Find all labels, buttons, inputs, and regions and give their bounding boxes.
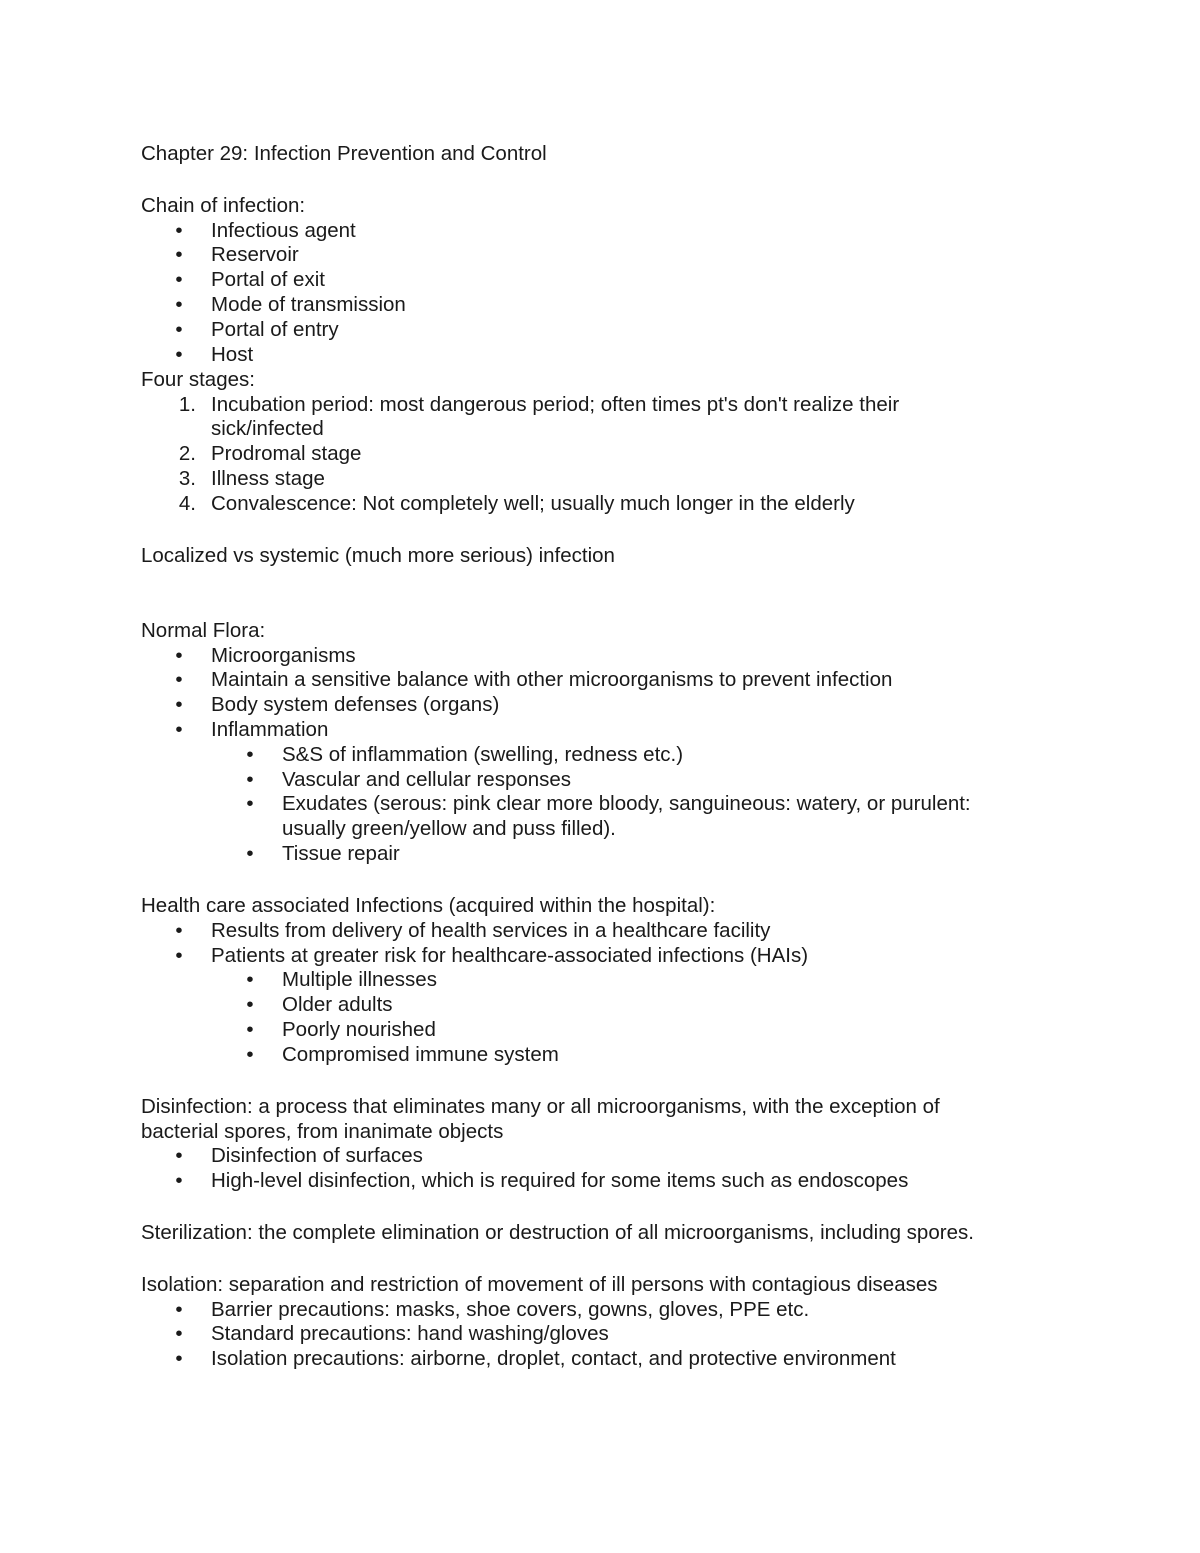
sub-list-item: Older adults [282, 993, 393, 1016]
list-item: Body system defenses (organs) [211, 693, 500, 716]
list-item: Barrier precautions: masks, shoe covers, gowns, gloves, PPE etc. [211, 1298, 810, 1321]
bullet: • [246, 768, 254, 791]
sub-list-item-continuation: usually green/yellow and puss filled). [282, 817, 616, 840]
bullet: • [175, 268, 183, 291]
list-item: Convalescence: Not completely well; usually much longer in the elderly [211, 492, 855, 515]
bullet: • [175, 718, 183, 741]
bullet: • [246, 993, 254, 1016]
list-number: 3. [178, 467, 196, 490]
disinfection-definition-continuation: bacterial spores, from inanimate objects [141, 1120, 504, 1143]
sub-list-item: Vascular and cellular responses [282, 768, 572, 791]
bullet: • [175, 243, 183, 266]
sub-list-item: Exudates (serous: pink clear more bloody, sanguineous: watery, or purulent: [282, 792, 971, 815]
flora-heading: Normal Flora: [141, 619, 266, 642]
sub-list-item: Poorly nourished [282, 1018, 436, 1041]
bullet: • [175, 1298, 183, 1321]
list-item: Reservoir [211, 243, 299, 266]
list-item-continuation: sick/infected [211, 417, 324, 440]
list-item: Portal of exit [211, 268, 325, 291]
bullet: • [175, 944, 183, 967]
list-item: Portal of entry [211, 318, 339, 341]
bullet: • [175, 693, 183, 716]
bullet: • [175, 668, 183, 691]
bullet: • [175, 318, 183, 341]
list-item: Prodromal stage [211, 442, 362, 465]
chain-heading: Chain of infection: [141, 194, 306, 217]
page-title: Chapter 29: Infection Prevention and Control [141, 142, 547, 165]
list-item: Host [211, 343, 254, 366]
list-item: Maintain a sensitive balance with other microorganisms to prevent infection [211, 668, 893, 691]
bullet: • [175, 1347, 183, 1370]
list-item: Disinfection of surfaces [211, 1144, 423, 1167]
list-item: Inflammation [211, 718, 329, 741]
list-item: Patients at greater risk for healthcare-associated infections (HAIs) [211, 944, 809, 967]
list-number: 4. [178, 492, 196, 515]
list-item: Standard precautions: hand washing/gloves [211, 1322, 609, 1345]
list-item: Isolation precautions: airborne, droplet, contact, and protective environment [211, 1347, 896, 1370]
bullet: • [175, 644, 183, 667]
bullet: • [175, 1169, 183, 1192]
list-number: 1. [178, 393, 196, 416]
list-number: 2. [178, 442, 196, 465]
bullet: • [246, 1018, 254, 1041]
bullet: • [175, 919, 183, 942]
bullet: • [175, 219, 183, 242]
list-item: Infectious agent [211, 219, 356, 242]
bullet: • [175, 1144, 183, 1167]
list-item: Mode of transmission [211, 293, 406, 316]
bullet: • [246, 968, 254, 991]
disinfection-definition: Disinfection: a process that eliminates many or all microorganisms, with the exception of [141, 1095, 940, 1118]
list-item: Results from delivery of health services in a healthcare facility [211, 919, 771, 942]
list-item: Illness stage [211, 467, 325, 490]
bullet: • [175, 293, 183, 316]
list-item: Incubation period: most dangerous period; often times pt's don't realize their [211, 393, 900, 416]
sterilization-definition: Sterilization: the complete elimination or destruction of all microorganisms, including spores. [141, 1221, 974, 1244]
sub-list-item: Tissue repair [282, 842, 400, 865]
bullet: • [175, 1322, 183, 1345]
list-item: Microorganisms [211, 644, 356, 667]
bullet: • [246, 1043, 254, 1066]
isolation-heading: Isolation: separation and restriction of movement of ill persons with contagious diseases [141, 1273, 938, 1296]
hai-heading: Health care associated Infections (acquired within the hospital): [141, 894, 716, 917]
list-item: High-level disinfection, which is required for some items such as endoscopes [211, 1169, 909, 1192]
sub-list-item: Multiple illnesses [282, 968, 437, 991]
bullet: • [175, 343, 183, 366]
bullet: • [246, 792, 254, 815]
localized-note: Localized vs systemic (much more serious) infection [141, 544, 615, 567]
bullet: • [246, 743, 254, 766]
bullet: • [246, 842, 254, 865]
stages-heading: Four stages: [141, 368, 255, 391]
sub-list-item: S&S of inflammation (swelling, redness etc.) [282, 743, 684, 766]
sub-list-item: Compromised immune system [282, 1043, 559, 1066]
